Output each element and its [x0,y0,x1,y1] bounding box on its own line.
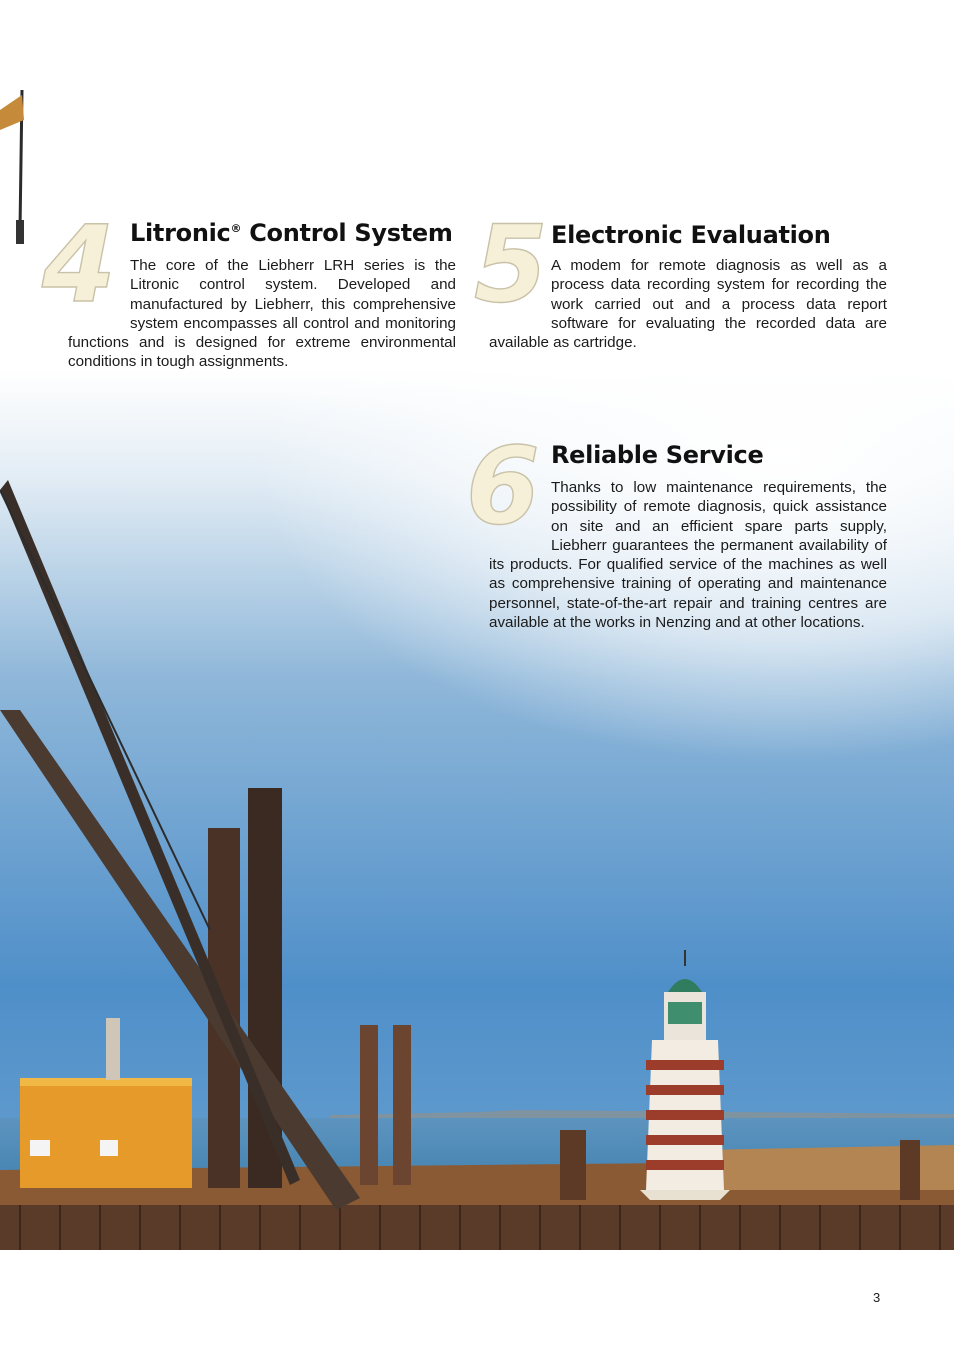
section-number-4: 4 [42,203,114,326]
registered-mark: ® [230,222,242,235]
body-text-litronic: The core of the Liebherr LRH series is the Litronic control system. Developed and manufactured by Liebherr, this comprehensive system encompasses all control and monitoring functions and is designed for extreme environmental conditions in tough assignments. [68,257,456,371]
body-text-electronic-evaluation: A modem for remote diagnosis as well as a process data recording system for recording the work carried out and a process data report software for evaluating the recorded data are available as cartridge. [489,257,887,352]
page-number: 3 [873,1290,881,1305]
section-title-electronic-evaluation: Electronic Evaluation [551,221,831,249]
section-number-6: 6 [466,425,538,548]
section-body-electronic-evaluation [489,256,887,352]
crane-silhouette [0,90,30,250]
section-title-litronic [130,219,453,247]
section-title-reliable-service: Reliable Service [551,441,764,469]
section-body-reliable-service [489,478,887,632]
section-body-litronic [68,256,456,372]
title-control-system: Control System [241,219,453,247]
body-text-reliable-service: Thanks to low maintenance requirements, the possibility of remote diagnosis, quick assistance on site and an efficient spare parts supply, Liebherr guarantees the permanent availability of its products. For qualified service of the machines as well as comprehensive training of operating and maintenance personnel, state-of-the-art repair and training centres are available at the works in Nenzing and at other locations. [489,479,887,632]
section-number-5: 5 [474,203,546,326]
title-litronic: Litronic [130,219,231,247]
